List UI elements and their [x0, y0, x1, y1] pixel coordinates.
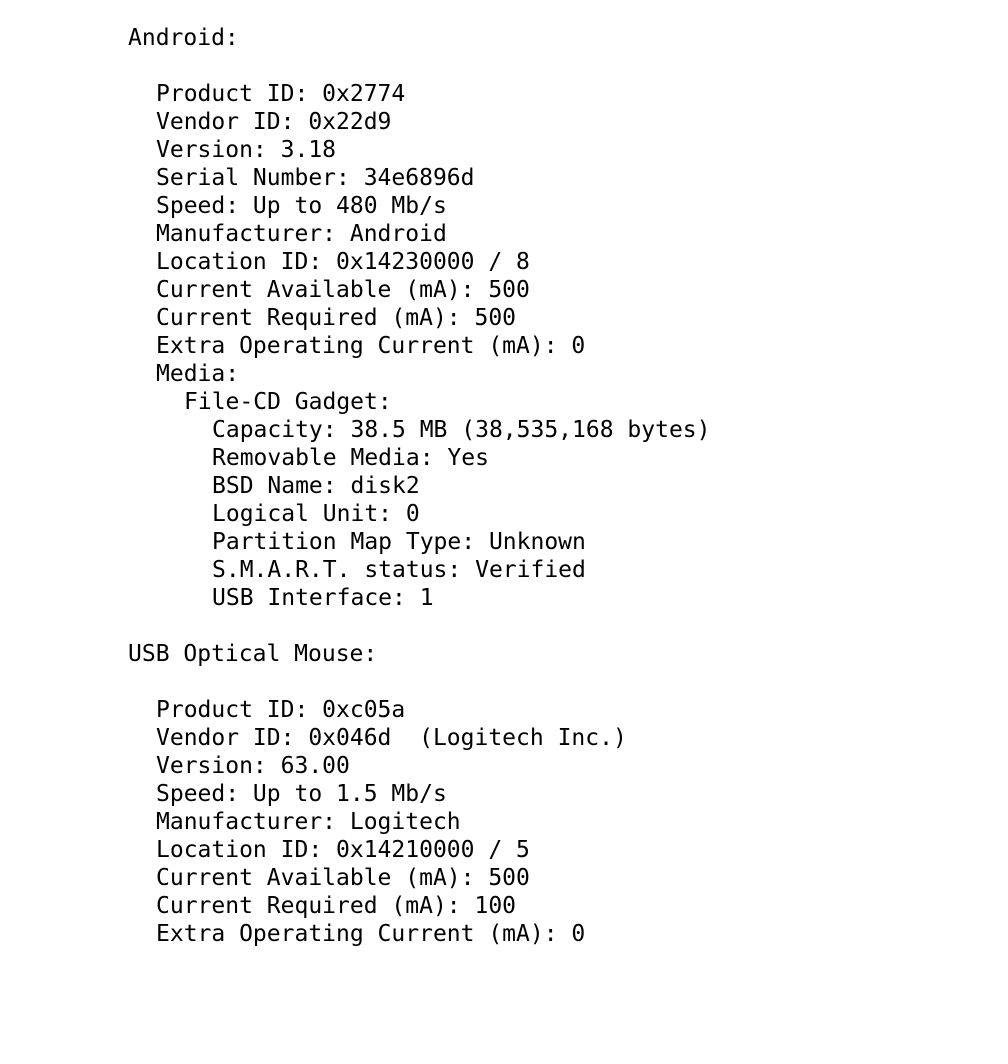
device-property: Current Available (mA): 500	[156, 865, 530, 891]
device-property: Location ID: 0x14230000 / 8	[156, 249, 530, 275]
device-property: Serial Number: 34e6896d	[156, 165, 475, 191]
device-property: Product ID: 0xc05a	[156, 697, 406, 723]
media-name: File-CD Gadget:	[184, 389, 392, 415]
media-heading: Media:	[156, 361, 240, 387]
device-property: Current Available (mA): 500	[156, 277, 530, 303]
device-property: Speed: Up to 480 Mb/s	[156, 193, 447, 219]
device-property: Vendor ID: 0x046d (Logitech Inc.)	[156, 725, 627, 751]
device-property: Extra Operating Current (mA): 0	[156, 921, 586, 947]
device-title-android: Android:	[128, 25, 239, 51]
device-property: Product ID: 0x2774	[156, 81, 406, 107]
media-property: USB Interface: 1	[212, 585, 434, 611]
device-property: Location ID: 0x14210000 / 5	[156, 837, 530, 863]
device-property: Extra Operating Current (mA): 0	[156, 333, 586, 359]
media-property: Logical Unit: 0	[212, 501, 420, 527]
device-title-usb-optical-mouse: USB Optical Mouse:	[128, 641, 378, 667]
media-property: Partition Map Type: Unknown	[212, 529, 586, 555]
device-property: Current Required (mA): 100	[156, 893, 517, 919]
device-property: Manufacturer: Logitech	[156, 809, 461, 835]
device-property: Version: 63.00	[156, 753, 350, 779]
media-property: BSD Name: disk2	[212, 473, 420, 499]
device-property: Speed: Up to 1.5 Mb/s	[156, 781, 447, 807]
device-property: Manufacturer: Android	[156, 221, 447, 247]
device-property: Version: 3.18	[156, 137, 337, 163]
media-property: S.M.A.R.T. status: Verified	[212, 557, 586, 583]
media-property: Capacity: 38.5 MB (38,535,168 bytes)	[212, 417, 711, 443]
media-property: Removable Media: Yes	[212, 445, 489, 471]
device-property: Vendor ID: 0x22d9	[156, 109, 392, 135]
device-property: Current Required (mA): 500	[156, 305, 517, 331]
